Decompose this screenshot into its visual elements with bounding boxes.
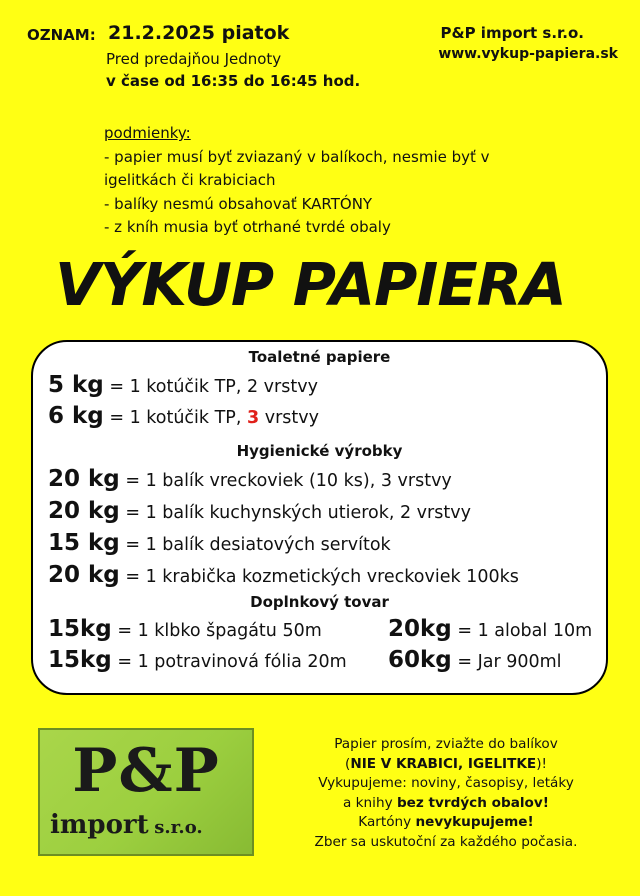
conditions-title: podmienky: (104, 124, 191, 142)
note-line: Zber sa uskutoční za každého počasia. (314, 833, 578, 850)
offer-row (48, 403, 319, 429)
offer-weight: 20 kg (48, 498, 120, 524)
note-line: Papier prosím, zviažte do balíkov (334, 736, 558, 752)
condition-item: igelitkách či krabiciach (104, 171, 276, 189)
offer-row (48, 498, 471, 524)
offer-item: = 1 balík vreckoviek (10 ks), 3 vrstvy (119, 471, 452, 491)
offer-item: = 1 kotúčik TP, 2 vrstvy (103, 377, 318, 397)
offer-row (48, 562, 519, 588)
offer-item: = 1 krabička kozmetických vreckoviek 100ks (119, 567, 519, 587)
offer-row (48, 616, 322, 642)
company-name: P&P import s.r.o. (440, 24, 584, 42)
conditions-block (104, 122, 564, 240)
company-logo (38, 728, 254, 856)
offer-weight: 60kg (388, 647, 452, 673)
notice-label: OZNAM: (27, 26, 96, 44)
offer-row (388, 616, 592, 642)
note-line: Vykupujeme: noviny, časopisy, letáky (318, 775, 574, 791)
note-text: a knihy (343, 794, 397, 811)
note-text: Kartóny (358, 814, 416, 830)
offer-weight: 20kg (388, 616, 452, 642)
condition-item: - balíky nesmú obsahovať KARTÓNY (104, 194, 373, 213)
offer-row (48, 466, 452, 492)
section-title-hygiene: Hygienické výrobky (236, 442, 403, 460)
condition-item: - z kníh musia byť otrhané tvrdé obaly (104, 218, 391, 236)
notes-block (270, 735, 622, 852)
section-title-toilet-paper: Toaletné papiere (248, 348, 391, 366)
offer-item: = 1 klbko špagátu 50m (111, 621, 322, 641)
condition-item: - papier musí byť zviazaný v balíkoch, nesmie byť v (104, 147, 490, 166)
note-line (270, 813, 622, 833)
logo-wordmark (50, 810, 203, 840)
event-date: 21.2.2025 piatok (108, 22, 290, 44)
headline: VÝKUP PAPIERA (55, 250, 566, 319)
note-emphasis: bez tvrdých obalov! (396, 794, 549, 811)
offer-row (48, 647, 347, 673)
offer-weight: 15kg (48, 616, 112, 642)
note-emphasis: NIE V KRABICI, IGELITKE (350, 755, 537, 772)
event-time: v čase od 16:35 do 16:45 hod. (106, 72, 361, 90)
note-emphasis: nevykupujeme! (415, 814, 534, 830)
offer-weight: 20 kg (48, 466, 120, 492)
company-website-link[interactable]: www.vykup-papiera.sk (438, 46, 618, 62)
offer-item-suffix: vrstvy (259, 408, 319, 428)
offer-weight: 5 kg (48, 372, 104, 398)
offer-box (31, 340, 608, 695)
offer-weight: 15 kg (48, 530, 120, 556)
offer-row (48, 530, 391, 556)
offer-weight: 15kg (48, 647, 112, 673)
section-title-extra-goods: Doplnkový tovar (250, 593, 389, 611)
offer-item: = 1 alobal 10m (451, 621, 593, 641)
offer-item: = Jar 900ml (451, 652, 562, 672)
offer-item: = 1 balík desiatových servítok (119, 535, 391, 555)
offer-item: = 1 balík kuchynských utierok, 2 vrstvy (119, 503, 471, 523)
note-paren: )! (536, 755, 547, 772)
note-line (270, 794, 622, 814)
offer-row (48, 372, 318, 398)
offer-item: = 1 potravinová fólia 20m (111, 652, 347, 672)
offer-weight: 6 kg (48, 403, 104, 429)
offer-weight: 20 kg (48, 562, 120, 588)
logo-suffix: s.r.o. (154, 817, 203, 838)
logo-word: import (50, 810, 149, 840)
highlight-number: 3 (247, 408, 260, 428)
note-line (270, 755, 622, 775)
offer-row (388, 647, 562, 673)
event-place: Pred predajňou Jednoty (106, 50, 282, 68)
note-paren: ( (345, 755, 351, 772)
offer-item: = 1 kotúčik TP, (103, 408, 247, 428)
logo-mark: P&P (72, 736, 220, 806)
